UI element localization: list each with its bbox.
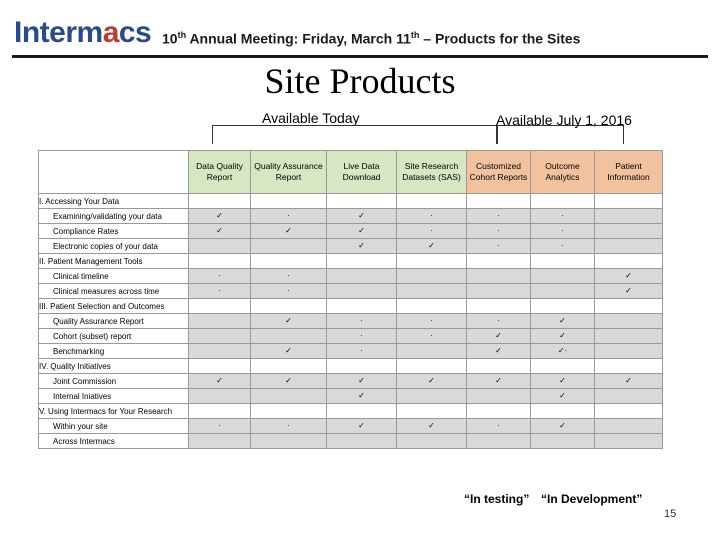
table-cell: · — [327, 329, 397, 344]
meeting-title-number: 10 — [162, 30, 178, 47]
table-cell — [397, 254, 467, 269]
table-cell: · — [397, 209, 467, 224]
table-cell — [467, 389, 531, 404]
products-table — [38, 150, 663, 449]
meeting-title-sup: th — [177, 30, 187, 40]
table-body — [39, 194, 663, 449]
table-row — [39, 254, 663, 269]
checkmark-icon: ✓ — [189, 374, 251, 389]
table-cell — [595, 404, 663, 419]
table-row — [39, 404, 663, 419]
row-label: V. Using Intermacs for Your Research — [39, 404, 189, 419]
checkmark-icon: ✓ — [327, 374, 397, 389]
table-cell — [595, 344, 663, 359]
row-label: Benchmarking — [39, 344, 189, 359]
checkmark-icon: ✓ — [531, 329, 595, 344]
table-cell — [467, 194, 531, 209]
bracket-today — [212, 125, 498, 144]
checkmark-icon: ✓ — [397, 419, 467, 434]
slide-header — [0, 0, 720, 58]
table-cell — [251, 239, 327, 254]
header-blank — [39, 151, 189, 194]
table-cell — [467, 269, 531, 284]
table-cell: · — [327, 344, 397, 359]
table-cell: · — [189, 419, 251, 434]
table-cell — [397, 299, 467, 314]
checkmark-icon: ✓ — [397, 239, 467, 254]
table-row — [39, 194, 663, 209]
table-row — [39, 299, 663, 314]
checkmark-icon: ✓ — [397, 374, 467, 389]
row-label: II. Patient Management Tools — [39, 254, 189, 269]
table-cell: · — [531, 224, 595, 239]
slide-title: Site Products — [264, 61, 456, 101]
table-cell — [595, 329, 663, 344]
table-cell — [251, 434, 327, 449]
table-cell — [595, 314, 663, 329]
bracket-july — [496, 125, 624, 144]
table-row — [39, 209, 663, 224]
table-cell — [595, 194, 663, 209]
table-cell — [531, 254, 595, 269]
row-label: Compliance Rates — [39, 224, 189, 239]
checkmark-icon: ✓ — [251, 344, 327, 359]
table-cell — [327, 359, 397, 374]
checkmark-icon: ✓ — [531, 389, 595, 404]
table-cell — [531, 434, 595, 449]
checkmark-icon: ✓ — [189, 224, 251, 239]
table-row — [39, 284, 663, 299]
table-cell: · — [467, 419, 531, 434]
table-cell — [251, 389, 327, 404]
table-row — [39, 269, 663, 284]
row-label: I. Accessing Your Data — [39, 194, 189, 209]
col-header: Data Quality Report — [189, 151, 251, 194]
table-cell — [397, 389, 467, 404]
table-row — [39, 419, 663, 434]
table-cell: · — [531, 209, 595, 224]
checkmark-icon: ✓ — [595, 284, 663, 299]
table-cell: · — [251, 419, 327, 434]
checkmark-icon: ✓ — [595, 269, 663, 284]
table-cell — [397, 284, 467, 299]
checkmark-icon: ✓ — [327, 239, 397, 254]
table-cell — [327, 194, 397, 209]
col-header: Quality Assurance Report — [251, 151, 327, 194]
page-number: 15 — [664, 508, 677, 520]
table-row — [39, 344, 663, 359]
table-cell — [189, 314, 251, 329]
group-label-today: Available Today — [262, 110, 360, 126]
table-cell — [189, 389, 251, 404]
table-cell — [327, 254, 397, 269]
table-cell — [531, 284, 595, 299]
checkmark-icon: ✓ — [467, 344, 531, 359]
col-header: Patient Information — [595, 151, 663, 194]
checkmark-icon: ✓ — [531, 374, 595, 389]
checkmark-icon: ✓ — [327, 389, 397, 404]
table-cell: · — [467, 314, 531, 329]
table-cell — [189, 194, 251, 209]
row-label: Cohort (subset) report — [39, 329, 189, 344]
table-cell — [595, 419, 663, 434]
checkmark-icon: ✓ — [189, 209, 251, 224]
table-cell: · — [467, 224, 531, 239]
table-cell: · — [251, 209, 327, 224]
table-row — [39, 389, 663, 404]
col-header: Site Research Datasets (SAS) — [397, 151, 467, 194]
checkmark-icon: ✓ — [531, 419, 595, 434]
meeting-title-mid: Annual Meeting: Friday, March 11 — [186, 30, 411, 47]
table-cell — [467, 404, 531, 419]
table-cell — [189, 254, 251, 269]
table-cell — [251, 329, 327, 344]
table-cell: · — [531, 239, 595, 254]
logo-text-part-3: cs — [118, 16, 152, 49]
table-cell: · — [327, 314, 397, 329]
checkmark-icon: ✓ — [251, 314, 327, 329]
meeting-title — [162, 30, 580, 47]
checkmark-icon: ✓ — [251, 224, 327, 239]
table-cell: · — [397, 329, 467, 344]
table-cell — [467, 434, 531, 449]
col-header: Outcome Analytics — [531, 151, 595, 194]
table-cell — [595, 389, 663, 404]
row-label: Quality Assurance Report — [39, 314, 189, 329]
table-cell — [467, 299, 531, 314]
logo-text-part-2: a — [102, 16, 119, 49]
table-cell — [251, 194, 327, 209]
meeting-title-sup-2: th — [410, 30, 420, 40]
checkmark-icon: ✓ — [251, 374, 327, 389]
table-cell — [189, 434, 251, 449]
table-row — [39, 224, 663, 239]
row-label: Clinical measures across time — [39, 284, 189, 299]
table-cell: · — [189, 284, 251, 299]
table-cell — [397, 269, 467, 284]
checkmark-icon: ✓ — [327, 419, 397, 434]
row-label: Internal Iniatives — [39, 389, 189, 404]
table-cell — [531, 269, 595, 284]
table-cell — [189, 299, 251, 314]
table-cell — [251, 254, 327, 269]
table-cell: · — [189, 269, 251, 284]
table-header-row — [39, 151, 663, 194]
table-cell: · — [397, 224, 467, 239]
row-label: Examining/validating your data — [39, 209, 189, 224]
table-cell — [189, 329, 251, 344]
table-row — [39, 359, 663, 374]
checkmark-icon: ✓ — [467, 329, 531, 344]
row-label: Electronic copies of your data — [39, 239, 189, 254]
table-cell — [467, 284, 531, 299]
header-rule — [12, 55, 708, 58]
table-cell — [189, 239, 251, 254]
table-row — [39, 434, 663, 449]
table-cell — [467, 254, 531, 269]
row-label: Within your site — [39, 419, 189, 434]
row-label: III. Patient Selection and Outcomes — [39, 299, 189, 314]
table-row — [39, 314, 663, 329]
table-cell — [531, 359, 595, 374]
table-cell — [397, 359, 467, 374]
table-cell — [251, 359, 327, 374]
table-cell: · — [467, 209, 531, 224]
meeting-title-suffix: – Products for the Sites — [419, 30, 581, 47]
row-label: IV. Quality Initiatives — [39, 359, 189, 374]
table-cell — [531, 299, 595, 314]
checkmark-icon: ✓ — [327, 209, 397, 224]
table-cell — [189, 404, 251, 419]
table-cell: · — [397, 314, 467, 329]
row-label: Across Intermacs — [39, 434, 189, 449]
table-cell — [327, 404, 397, 419]
table-cell — [189, 359, 251, 374]
table-cell — [531, 194, 595, 209]
table-cell — [595, 299, 663, 314]
table-cell: · — [467, 239, 531, 254]
table-cell — [327, 284, 397, 299]
table-cell — [595, 209, 663, 224]
table-cell — [595, 239, 663, 254]
table-cell: · — [251, 269, 327, 284]
table-row — [39, 329, 663, 344]
row-label: Joint Commission — [39, 374, 189, 389]
table-cell — [397, 404, 467, 419]
table-cell — [327, 434, 397, 449]
table-row — [39, 239, 663, 254]
group-label-july: Available July 1, 2016 — [496, 112, 632, 128]
checkmark-icon: ✓ — [467, 374, 531, 389]
checkmark-icon: ✓ — [531, 314, 595, 329]
intermacs-logo — [14, 16, 151, 50]
checkmark-icon: ✓ — [327, 224, 397, 239]
table-cell — [531, 404, 595, 419]
table-cell — [327, 269, 397, 284]
table-cell — [397, 434, 467, 449]
table-cell — [251, 404, 327, 419]
table-cell — [595, 224, 663, 239]
table-cell — [595, 254, 663, 269]
logo-text-part-1: Interm — [14, 16, 103, 49]
table-cell — [189, 344, 251, 359]
table-row — [39, 374, 663, 389]
col-header: Customized Cohort Reports — [467, 151, 531, 194]
table-cell — [397, 194, 467, 209]
col-header: Live Data Download — [327, 151, 397, 194]
table-cell — [467, 359, 531, 374]
checkmark-icon: ✓· — [531, 344, 595, 359]
table-cell: · — [251, 284, 327, 299]
footnote-in-development: “In Development” — [541, 492, 643, 506]
footnote-in-testing: “In testing” — [464, 492, 530, 506]
checkmark-icon: ✓ — [595, 374, 663, 389]
table-cell — [251, 299, 327, 314]
table-cell — [327, 299, 397, 314]
table-cell — [595, 434, 663, 449]
table-cell — [595, 359, 663, 374]
row-label: Clinical timeline — [39, 269, 189, 284]
table-cell — [397, 344, 467, 359]
